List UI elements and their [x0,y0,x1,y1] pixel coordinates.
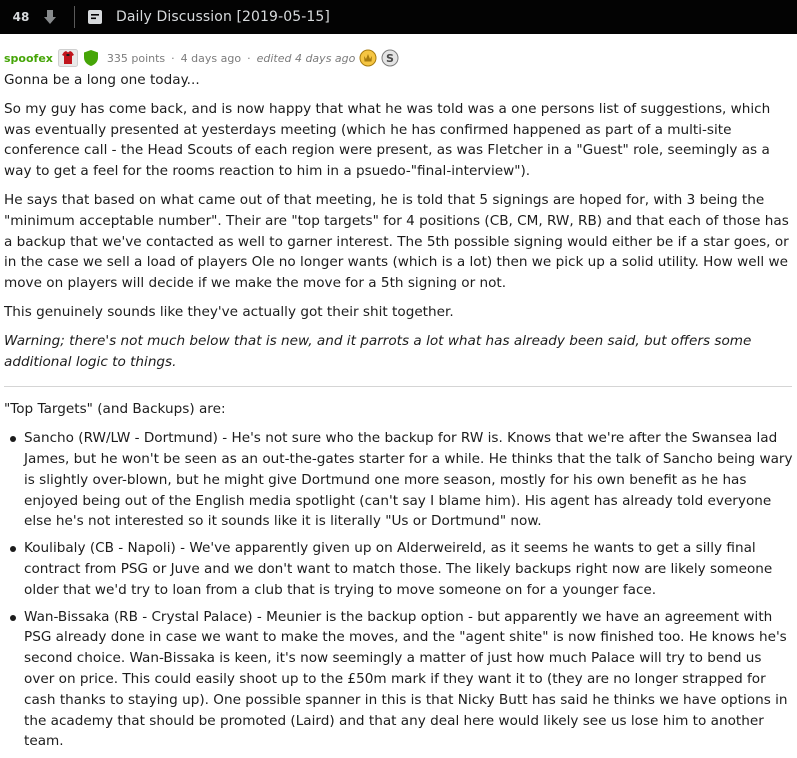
list-item [4,538,794,600]
targets-list [4,428,794,752]
warning-paragraph: Warning; there's not much below that is new, and it parrots a lot what has already been said, but offers some additional logic to things. [4,332,752,370]
shield-flair-icon [83,49,99,67]
comment-meta [4,46,794,70]
post-icon [86,8,104,26]
list-item [4,607,794,753]
vote-score: 48 [12,10,30,24]
post-title[interactable]: Daily Discussion [2019-05-15] [116,9,330,25]
post-header-bar [0,0,797,34]
list-item-text: Wan-Bissaka (RB - Crystal Palace) - Meunier is the backup option - but apparently we have an agreement with PSG already done in case we want to make the moves, and the "agent shite" is now finished too. He knows he's second choice. Wan-Bissaka is keen, it's now seemingly a matter of just how much Palace will try to bend us over on price. This could easily shoot up to the £50m mark if they want it to (they are no longer strapped for cash thanks to staying up). One possible spanner in this is that Nicky Butt has said he thinks we have options in the academy that should be promoted (Laird) and that any deal here would likely see us lose him to another team. [24,608,788,750]
comment-paragraph: He says that based on what came out of that meeting, he is told that 5 signings are hoped for, with 3 being the "minimum acceptable number". Their are "top targets" for 4 positions (CB, CM, RW, RB) and that each of those has a backup that we've contacted as well to garner interest. The 5th possible signing would either be if a star goes, or in the case we sell a load of players Ole no longer wants (which is a lot) then we pick up a solid utility. How well we move on players will decide if we make the move for a 5th signing or not. [4,191,789,292]
comment-paragraph: So my guy has come back, and is now happy that what he was told was a one persons list of suggestions, which was eventually presented at yesterdays meeting (which he has confirmed happened as part of a multi-site conference call - the Head Scouts of each region were present, as was Fletcher in a "Guest" role, seemingly as a way to get a feel for the rooms reaction to him in a psuedo-"final-interview"). [4,100,771,180]
comment-paragraph: Gonna be a long one today... [4,72,200,88]
shirt-flair-icon [58,49,78,67]
gold-award-icon[interactable] [359,49,377,67]
bullet-icon [10,546,16,552]
comment-author[interactable]: spoofex [4,51,53,65]
edited-timestamp: edited 4 days ago [256,51,356,65]
meta-separator: · [247,51,251,65]
svg-text:S: S [386,52,395,65]
list-item-text: Sancho (RW/LW - Dortmund) - He's not sure who the backup for RW is. Knows that we're after the Swansea lad James, but he won't be seen as an out-the-gates starter for a while. He thinks that the talk of Sancho being wary is slightly over-blown, but he might give Dortmund one more season, mostly for his own benefit as he has enjoyed being out of the English media spotlight (can't say I blame him). His agent has already told everyone else he's not interested so it sounds like it is literally "Us or Dortmund" now. [24,430,793,530]
list-intro: "Top Targets" (and Backups) are: [4,401,226,418]
list-item [4,428,794,532]
list-item-text: Koulibaly (CB - Napoli) - We've apparently given up on Alderweireld, as it seems he wants to get a silly final contract from PSG or Juve and we don't want to match those. The likely backups right now are likely someone older that we'd try to loan from a club that is trying to move someone on for a younger face. [24,540,773,598]
downvote-arrow-icon[interactable] [40,7,60,27]
comment-body [4,70,794,752]
comment-timestamp[interactable]: 4 days ago [180,51,242,65]
bullet-icon [10,436,16,442]
horizontal-rule [4,386,792,387]
header-divider [74,6,75,28]
silver-award-icon[interactable] [381,49,399,67]
comment-paragraph: This genuinely sounds like they've actually got their shit together. [4,303,454,320]
bullet-icon [10,615,16,621]
comment [4,46,794,758]
comment-points: 335 points [106,51,166,65]
meta-separator: · [171,51,175,65]
